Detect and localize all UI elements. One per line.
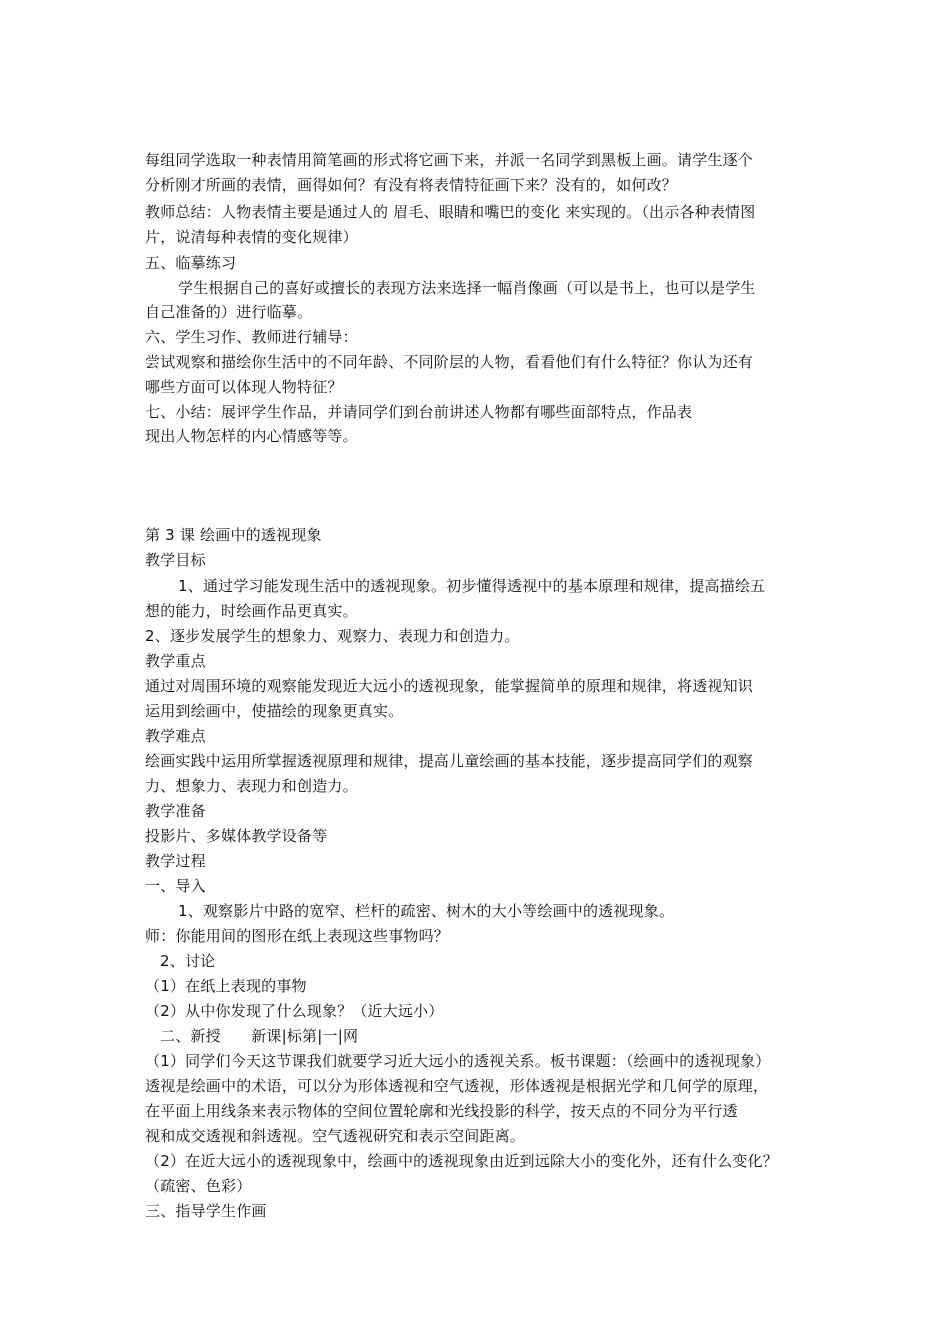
section-heading: 教学难点 [145, 727, 206, 745]
paragraph-line: 通过对周围环境的观察能发现近大远小的透视现象，能掌握简单的原理和规律，将透视知识 [145, 677, 754, 695]
paragraph-line: 师：你能用间的图形在纸上表现这些事物吗？ [145, 927, 450, 945]
paragraph-line: 分析刚才所画的表情，画得如何？有没有将表情特征画下来？没有的，如何改？ [145, 176, 678, 194]
paragraph-line: （1）同学们今天这节课我们就要学习近大远小的透视关系。板书课题：（绘画中的透视现象） [145, 1052, 771, 1070]
paragraph-line: （疏密、色彩） [145, 1177, 252, 1195]
paragraph-line: （2）从中你发现了什么现象？（近大远小） [145, 1002, 444, 1020]
section-heading: 教学过程 [145, 852, 206, 870]
paragraph-line: 现出人物怎样的内心情感等等。 [145, 427, 358, 445]
paragraph-line: 2、逐步发展学生的想象力、观察力、表现力和创造力。 [145, 627, 520, 645]
paragraph-line: 1、通过学习能发现生活中的透视现象。初步懂得透视中的基本原理和规律，提高描绘五 [178, 577, 766, 595]
lesson-title: 第 3 课 绘画中的透视现象 [145, 526, 322, 544]
paragraph-line: 在平面上用线条来表示物体的空间位置轮廓和光线投影的科学，按天点的不同分为平行透 [145, 1102, 738, 1120]
section-heading: 三、指导学生作画 [145, 1202, 267, 1220]
paragraph-line: 自己准备的）进行临摹。 [145, 303, 313, 321]
paragraph-line: 力、想象力、表现力和创造力。 [145, 777, 358, 795]
section-heading: 教学重点 [145, 652, 206, 670]
paragraph-line: 视和成交透视和斜透视。空气透视研究和表示空间距离。 [145, 1127, 526, 1145]
section-heading: 一、导入 [145, 877, 206, 895]
paragraph-line: 尝试观察和描绘你生活中的不同年龄、不同阶层的人物，看看他们有什么特征？你认为还有 [145, 353, 754, 371]
paragraph-line: 学生根据自己的喜好或擅长的表现方法来选择一幅肖像画（可以是书上，也可以是学生 [178, 279, 756, 297]
paragraph-line: 投影片、多媒体教学设备等 [145, 827, 328, 845]
paragraph-line: 2、讨论 [160, 952, 216, 970]
paragraph-line: 七、小结：展评学生作品，并请同学们到台前讲述人物都有哪些面部特点，作品表 [145, 403, 693, 421]
paragraph-line: 想的能力，时绘画作品更真实。 [145, 602, 358, 620]
paragraph-line: 片，说清每种表情的变化规律） [145, 228, 358, 246]
section-heading: 二、新授 新课|标第|一|网 [160, 1027, 359, 1045]
paragraph-line: 哪些方面可以体现人物特征？ [145, 378, 343, 396]
paragraph-line: 1、观察影片中路的宽窄、栏杆的疏密、树木的大小等绘画中的透视现象。 [178, 902, 675, 920]
section-heading: 教学准备 [145, 802, 206, 820]
paragraph-line: 绘画实践中运用所掌握透视原理和规律，提高儿童绘画的基本技能，逐步提高同学们的观察 [145, 752, 754, 770]
paragraph-line: 透视是绘画中的术语，可以分为形体透视和空气透视，形体透视是根据光学和几何学的原理， [145, 1077, 769, 1095]
paragraph-line: 教师总结：人物表情主要是通过人的 眉毛、眼睛和嘴巴的变化 来实现的。（出示各种表情图 [145, 203, 756, 221]
paragraph-line: （2）在近大远小的透视现象中，绘画中的透视现象由近到远除大小的变化外，还有什么变化？ [145, 1152, 778, 1170]
section-heading: 六、学生习作、教师进行辅导： [145, 328, 358, 346]
section-heading: 五、临摹练习 [145, 254, 237, 272]
paragraph-line: 每组同学选取一种表情用简笔画的形式将它画下来，并派一名同学到黑板上画。请学生逐个 [145, 151, 754, 169]
paragraph-line: （1）在纸上表现的事物 [145, 977, 307, 995]
paragraph-line: 运用到绘画中，使描绘的现象更真实。 [145, 702, 404, 720]
section-heading: 教学目标 [145, 551, 206, 569]
